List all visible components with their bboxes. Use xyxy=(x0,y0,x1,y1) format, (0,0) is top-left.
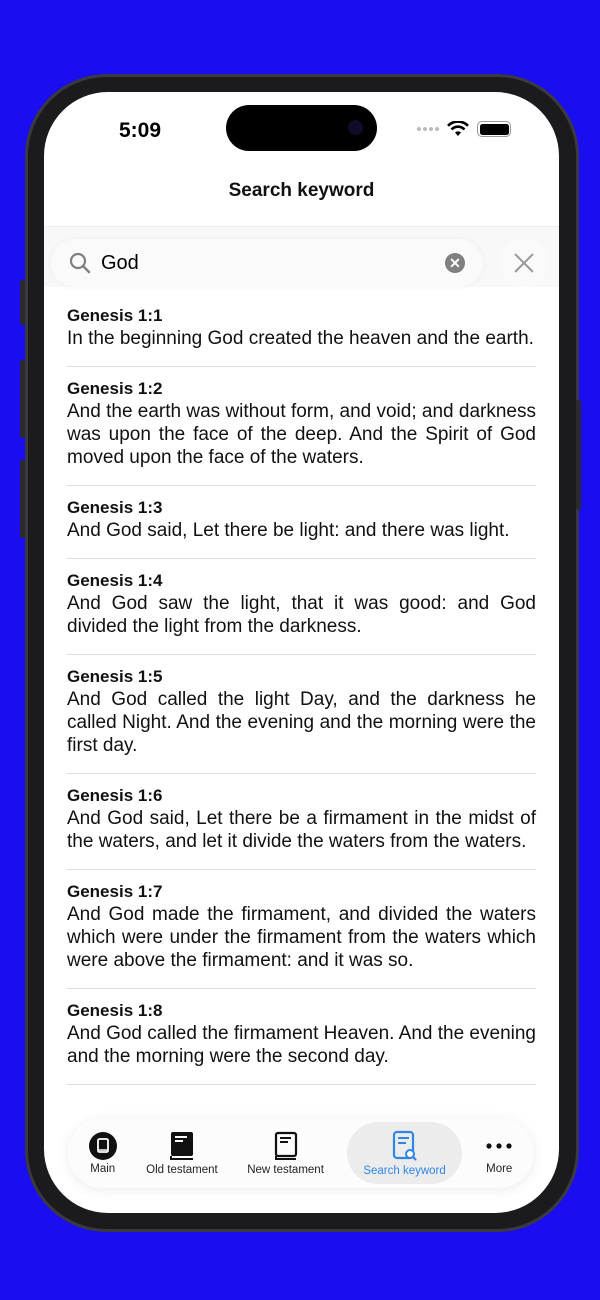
verse-text: And God saw the light, that it was good: and God divided the light from the darkness. xyxy=(67,593,536,637)
verse-text: And God called the firmament Heaven. And the evening and the morning were the second day. xyxy=(67,1023,536,1067)
verse-text: And God said, Let there be a firmament in the midst of the waters, and let it divide the waters from the waters. xyxy=(67,808,536,852)
tab-bar xyxy=(68,1118,534,1188)
tab-old-testament[interactable] xyxy=(140,1122,224,1184)
search-icon xyxy=(69,252,91,274)
book-circle-icon xyxy=(89,1132,117,1160)
volume-up-button xyxy=(20,360,25,438)
search-input[interactable] xyxy=(101,252,431,275)
signal-icon xyxy=(417,127,439,131)
dynamic-island xyxy=(226,105,377,151)
tab-label: Old testament xyxy=(146,1163,218,1176)
tab-search-keyword[interactable] xyxy=(347,1122,461,1184)
power-button xyxy=(576,400,581,510)
result-item[interactable] xyxy=(67,375,536,486)
book-filled-icon xyxy=(170,1131,194,1161)
verse-text: And God called the light Day, and the darkness he called Night. And the evening and the morning were the first day. xyxy=(67,689,536,756)
tab-new-testament[interactable] xyxy=(241,1122,330,1184)
tab-more[interactable] xyxy=(479,1122,519,1184)
result-item[interactable] xyxy=(67,567,536,655)
screen xyxy=(44,92,559,1213)
result-item[interactable] xyxy=(67,663,536,774)
verse-reference: Genesis 1:1 xyxy=(67,306,163,325)
result-item[interactable] xyxy=(67,997,536,1085)
verse-reference: Genesis 1:7 xyxy=(67,882,163,901)
status-icons xyxy=(417,121,511,137)
book-outline-icon xyxy=(274,1131,298,1161)
verse-reference: Genesis 1:2 xyxy=(67,379,163,398)
tab-label: Search keyword xyxy=(363,1164,446,1177)
result-item[interactable] xyxy=(67,494,536,559)
search-field[interactable] xyxy=(51,239,483,287)
verse-text: And God said, Let there be light: and there was light. xyxy=(67,520,510,541)
clear-search-icon[interactable]: ✕ xyxy=(445,253,465,273)
verse-text: In the beginning God created the heaven and the earth. xyxy=(67,328,534,349)
results-list xyxy=(67,302,536,1093)
close-button[interactable] xyxy=(499,239,549,287)
tab-label: New testament xyxy=(247,1163,324,1176)
more-icon xyxy=(485,1132,513,1160)
camera-icon xyxy=(348,120,363,135)
verse-reference: Genesis 1:6 xyxy=(67,786,163,805)
search-bar-area xyxy=(44,227,559,287)
tab-main[interactable] xyxy=(83,1122,123,1184)
result-item[interactable] xyxy=(67,302,536,367)
verse-reference: Genesis 1:4 xyxy=(67,571,163,590)
action-button xyxy=(20,280,25,325)
verse-reference: Genesis 1:8 xyxy=(67,1001,163,1020)
volume-down-button xyxy=(20,460,25,538)
document-search-icon xyxy=(392,1130,418,1162)
result-item[interactable] xyxy=(67,782,536,870)
verse-reference: Genesis 1:5 xyxy=(67,667,163,686)
wifi-icon xyxy=(447,121,469,137)
result-item[interactable] xyxy=(67,878,536,989)
battery-icon xyxy=(477,121,511,137)
page-title: Search keyword xyxy=(228,180,375,201)
verse-text: And the earth was without form, and void; and darkness was upon the face of the deep. And the Spirit of God moved upon the face of the waters. xyxy=(67,401,536,468)
close-icon xyxy=(513,252,535,274)
tab-label: Main xyxy=(90,1162,116,1175)
status-time: 5:09 xyxy=(119,119,162,142)
verse-text: And God made the firmament, and divided the waters which were under the firmament from the waters which were above the firmament: and it was so. xyxy=(67,904,536,971)
tab-label: More xyxy=(486,1162,513,1175)
verse-reference: Genesis 1:3 xyxy=(67,498,163,517)
